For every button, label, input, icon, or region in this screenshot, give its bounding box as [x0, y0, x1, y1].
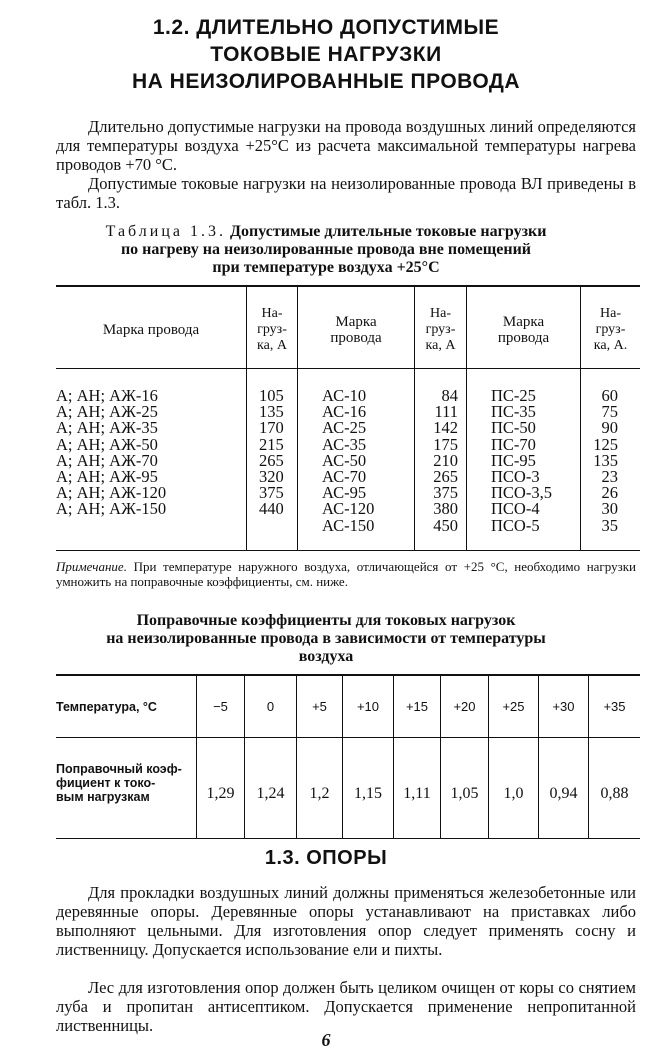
table-cell: АС-50 — [322, 450, 367, 470]
header-mark-line: провода — [330, 330, 382, 346]
coefficient-cell: 1,15 — [354, 785, 382, 802]
table-1-3-caption-line-1 — [0, 222, 652, 241]
header-mark-2 — [298, 314, 414, 346]
table-cell: 170 — [259, 418, 284, 438]
corr-title-line-2: на неизолированные провода в зависимости от температуры — [106, 630, 546, 647]
table-cell: А; АН; АЖ-35 — [56, 418, 158, 438]
column-a-marks — [56, 388, 166, 518]
table-cell: А; АН; АЖ-95 — [56, 467, 158, 487]
table-cell: АС-95 — [322, 483, 367, 503]
header-load-2 — [415, 306, 466, 354]
table-cell: АС-16 — [322, 402, 367, 422]
table-bottom-rule — [56, 550, 640, 551]
table-1-3-caption-line-2: по нагреву на неизолированные провода вне помещений — [120, 241, 532, 258]
table-cell: 175 — [433, 434, 458, 454]
table-cell: А; АН; АЖ-150 — [56, 499, 167, 519]
coefficient-cell: 1,05 — [450, 785, 479, 802]
table-cell: ПСО-3 — [491, 467, 540, 487]
header-load-line: груз- — [595, 322, 626, 337]
column-b-loads — [424, 388, 458, 534]
paragraph-timber: Лес для изготовления опор должен быть целиком очищен от коры со снятием луба и пропитан антисептиком. Допускается применение непропитанной лиственницы. — [56, 978, 636, 1035]
table-cell: АС-70 — [322, 467, 367, 487]
table-cell: 375 — [433, 483, 458, 503]
label-line: фициент к токо- — [56, 776, 156, 790]
column-b-marks — [322, 388, 374, 534]
temperature-cell: −5 — [213, 699, 228, 714]
corr-bottom-rule — [56, 838, 640, 839]
temperature-cell: +10 — [356, 699, 380, 714]
table-cell: 135 — [593, 450, 618, 470]
table-header-rule — [56, 368, 640, 369]
corr-title-line-3: воздуха — [298, 648, 354, 665]
table-cell: ПСО-4 — [491, 499, 540, 519]
table-cell: ПСО-5 — [491, 515, 540, 535]
header-load-line: груз- — [257, 322, 287, 337]
table-cell: 105 — [259, 386, 284, 405]
coefficient-row-label — [56, 762, 182, 804]
header-mark-3 — [467, 314, 580, 346]
corr-mid-rule — [56, 737, 640, 738]
header-load-1 — [247, 306, 297, 354]
coefficient-cell: 1,0 — [503, 785, 524, 802]
header-load-line: ка, А — [425, 338, 456, 353]
table-cell: 30 — [601, 499, 618, 519]
corr-top-rule — [56, 674, 640, 676]
coefficient-cell: 1,2 — [309, 785, 330, 802]
section-title-line-1: 1.2. ДЛИТЕЛЬНО ДОПУСТИМЫЕ — [152, 16, 500, 39]
table-note — [56, 559, 636, 589]
section-title-line-3: НА НЕИЗОЛИРОВАННЫЕ ПРОВОДА — [131, 70, 521, 93]
table-cell: 125 — [593, 434, 618, 454]
header-load-3 — [581, 306, 640, 354]
corr-title-line-1: Поправочные коэффициенты для токовых нагрузок — [136, 612, 516, 629]
section-1-3-title: 1.3. ОПОРЫ — [264, 847, 388, 869]
temperature-cell: +5 — [312, 699, 327, 714]
table-cell: 210 — [433, 450, 458, 470]
table-cell: ПС-50 — [491, 418, 536, 438]
paragraph-load-definition: Длительно допустимые нагрузки на провода воздушных линий определяются для температуры воздуха +25°С из расчета максимальной температуры нагрева проводов +70 °С. — [56, 117, 636, 174]
temperature-cell: +15 — [405, 699, 429, 714]
header-mark-line: провода — [497, 330, 550, 346]
table-cell: 320 — [259, 467, 284, 487]
coefficient-cell: 1,24 — [256, 785, 285, 802]
table-cell: АС-25 — [322, 418, 367, 438]
coefficient-cell: 1,11 — [403, 785, 431, 802]
table-cell: А; АН; АЖ-120 — [56, 483, 167, 503]
temperature-cell: +35 — [603, 699, 626, 714]
table-cell: 111 — [434, 402, 458, 422]
table-cell: 26 — [601, 483, 618, 503]
coefficient-cell: 0,88 — [600, 785, 629, 802]
temperature-cell: +30 — [552, 699, 575, 714]
coefficient-cell: 1,29 — [206, 785, 235, 802]
table-caption-text: Допустимые длительные токовые нагрузки — [230, 223, 547, 240]
table-cell: ПС-25 — [491, 386, 536, 405]
table-top-rule — [56, 285, 640, 287]
header-load-line: ка, А. — [593, 338, 628, 353]
table-cell: 60 — [601, 386, 618, 405]
table-cell: 142 — [433, 418, 458, 438]
table-cell: 380 — [433, 499, 458, 519]
table-cell: АС-35 — [322, 434, 367, 454]
note-label: Примечание. — [56, 559, 127, 574]
temperature-cell: 0 — [266, 699, 275, 714]
table-cell: АС-150 — [322, 515, 375, 535]
table-cell: ПС-35 — [491, 402, 536, 422]
table-cell: 90 — [601, 418, 618, 438]
table-cell: А; АН; АЖ-25 — [56, 402, 158, 422]
label-line: Поправочный коэф- — [56, 762, 182, 776]
header-mark-line: Марка — [502, 314, 545, 330]
header-mark-line: Марка — [335, 314, 377, 330]
column-c-loads — [590, 388, 618, 534]
table-cell: 450 — [433, 515, 458, 535]
coefficient-cell: 0,94 — [549, 785, 578, 802]
table-label: Таблица 1.3. — [105, 223, 226, 240]
paragraph-supports: Для прокладки воздушных линий должны применяться железобетонные или деревянные опоры. Деревянные опоры устанавливают на приставках либо выполняют цельными. Для изготовления опор следует применять сосну и лиственницу. Допускается использование ели и пихты. — [56, 883, 636, 959]
table-cell: 135 — [259, 402, 284, 422]
table-cell: АС-10 — [322, 386, 367, 405]
table-cell: А; АН; АЖ-70 — [56, 450, 158, 470]
table-cell: 265 — [433, 467, 458, 487]
table-cell: 84 — [441, 386, 458, 405]
note-text: При температуре наружного воздуха, отличающейся от +25 °С, необходимо нагрузки умножить на поправочные коэффициенты, см. ниже. — [56, 559, 636, 589]
section-title-line-2: ТОКОВЫЕ НАГРУЗКИ — [210, 43, 442, 66]
table-1-3-caption-line-3: при температуре воздуха +25°С — [212, 259, 440, 276]
table-cell: 440 — [259, 499, 284, 519]
temperature-cell: +25 — [502, 699, 525, 714]
column-a-loads — [259, 388, 284, 518]
page-number: 6 — [321, 1030, 331, 1050]
table-cell: ПС-70 — [491, 434, 536, 454]
header-load-line: На- — [261, 306, 283, 321]
header-load-line: На- — [430, 306, 451, 321]
table-cell: ПС-95 — [491, 450, 536, 470]
header-load-line: ка, А — [257, 338, 287, 353]
header-mark: Марка провода — [102, 322, 200, 338]
table-cell: 23 — [601, 467, 618, 487]
column-c-marks — [491, 388, 552, 534]
table-cell: А; АН; АЖ-50 — [56, 434, 158, 454]
table-cell: ПСО-3,5 — [491, 483, 552, 503]
temperature-cell: +20 — [453, 699, 476, 714]
table-cell: 215 — [259, 434, 284, 454]
header-load-line: груз- — [425, 322, 456, 337]
table-cell: 265 — [259, 450, 284, 470]
label-line: вым нагрузкам — [56, 790, 150, 804]
table-cell: 75 — [601, 402, 618, 422]
paragraph-table-reference: Допустимые токовые нагрузки на неизолированные провода ВЛ приведены в табл. 1.3. — [56, 174, 636, 212]
table-cell: 375 — [259, 483, 284, 503]
table-cell: А; АН; АЖ-16 — [56, 386, 158, 405]
temperature-row-label: Температура, °С — [56, 700, 157, 714]
table-cell: АС-120 — [322, 499, 375, 519]
table-cell: 35 — [601, 515, 618, 535]
header-load-line: На- — [600, 306, 621, 321]
